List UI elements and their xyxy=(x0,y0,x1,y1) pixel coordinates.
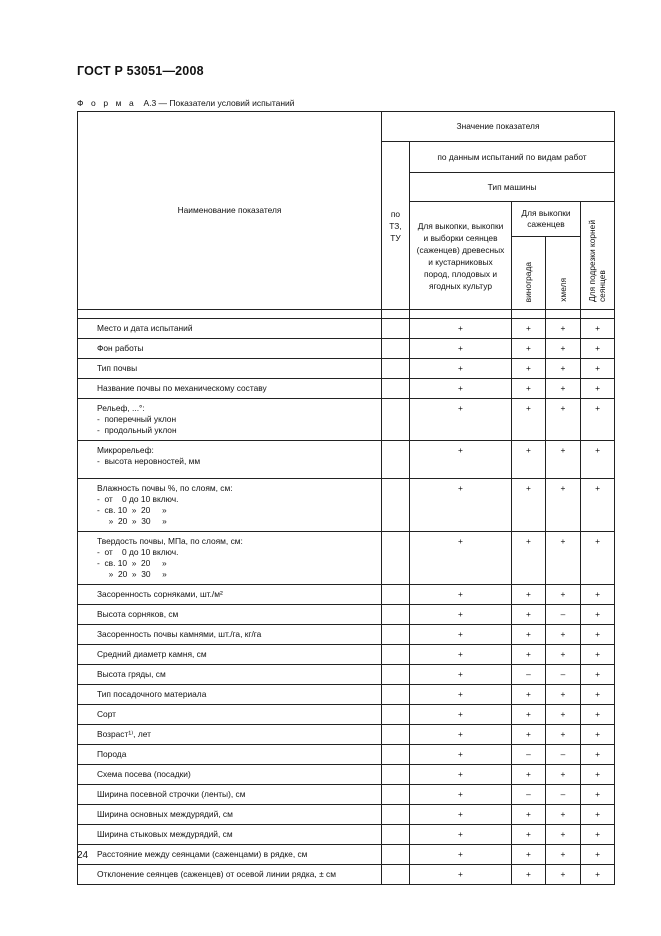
row-name-cell xyxy=(78,685,382,705)
form-label: Ф о р м а xyxy=(77,98,137,108)
row-value-cell: + xyxy=(581,319,615,339)
row-value-cell: + xyxy=(410,479,512,532)
row-value-cell: + xyxy=(546,359,581,379)
row-value-cell: + xyxy=(512,441,546,479)
row-value-cell: + xyxy=(410,625,512,645)
row-value-cell: + xyxy=(410,319,512,339)
header-machine-cell xyxy=(410,173,615,202)
row-value-cell: + xyxy=(410,865,512,885)
row-name-cell xyxy=(78,441,382,479)
row-value-cell: + xyxy=(410,725,512,745)
table-row xyxy=(78,745,615,765)
row-value-cell: + xyxy=(546,805,581,825)
row-value-cell: + xyxy=(512,705,546,725)
row-value-cell: + xyxy=(410,379,512,399)
row-value-cell: + xyxy=(581,399,615,441)
row-value-cell: + xyxy=(581,625,615,645)
row-value-cell: – xyxy=(546,785,581,805)
row-name: Микрорельеф: - высота неровностей, мм xyxy=(97,445,201,466)
row-value-cell: + xyxy=(410,785,512,805)
row-tz-cell xyxy=(382,665,410,685)
row-name: Ширина посевной строчки (ленты), см xyxy=(97,789,246,799)
row-value-cell: + xyxy=(410,745,512,765)
row-value-cell: + xyxy=(512,585,546,605)
table-row xyxy=(78,441,615,479)
row-value-cell: + xyxy=(581,441,615,479)
row-value-cell: + xyxy=(512,339,546,359)
header-name-cell xyxy=(78,112,382,310)
row-tz-cell xyxy=(382,705,410,725)
row-name-cell xyxy=(78,319,382,339)
row-name: Место и дата испытаний xyxy=(97,323,193,333)
row-value-cell: + xyxy=(546,399,581,441)
header-name: Наименование показателя xyxy=(177,205,282,215)
table-row xyxy=(78,805,615,825)
row-value-cell: + xyxy=(512,685,546,705)
row-tz-cell xyxy=(382,379,410,399)
row-name: Высота гряды, см xyxy=(97,669,166,679)
table-row xyxy=(78,399,615,441)
header-value: Значение показателя xyxy=(456,121,540,131)
table-row xyxy=(78,705,615,725)
row-tz-cell xyxy=(382,605,410,625)
row-tz-cell xyxy=(382,319,410,339)
row-name-cell xyxy=(78,745,382,765)
row-value-cell: + xyxy=(410,665,512,685)
table-row xyxy=(78,339,615,359)
row-value-cell: + xyxy=(410,359,512,379)
row-value-cell: + xyxy=(581,359,615,379)
row-value-cell: – xyxy=(546,605,581,625)
row-name: Влажность почвы %, по слоям, см: - от 0 до 10 включ. - св. 10 » 20 » » 20 » 30 » xyxy=(97,483,233,526)
table-row xyxy=(78,625,615,645)
row-tz-cell xyxy=(382,685,410,705)
row-name: Тип посадочного материала xyxy=(97,689,207,699)
header-value-cell xyxy=(382,112,615,142)
row-value-cell: – xyxy=(512,785,546,805)
row-value-cell: + xyxy=(546,532,581,585)
row-name-cell xyxy=(78,825,382,845)
row-value-cell: + xyxy=(546,725,581,745)
row-name: Расстояние между сеянцами (саженцами) в рядке, см xyxy=(97,849,308,859)
row-value-cell: + xyxy=(546,825,581,845)
row-name: Засоренность почвы камнями, шт./га, кг/га xyxy=(97,629,262,639)
row-name-cell xyxy=(78,399,382,441)
row-name-cell xyxy=(78,339,382,359)
row-value-cell: + xyxy=(581,585,615,605)
row-name-cell xyxy=(78,805,382,825)
row-value-cell: + xyxy=(512,379,546,399)
row-value-cell: + xyxy=(512,765,546,785)
row-value-cell: + xyxy=(410,765,512,785)
row-value-cell: + xyxy=(410,845,512,865)
row-value-cell: – xyxy=(512,665,546,685)
table-row xyxy=(78,685,615,705)
row-value-cell: + xyxy=(546,685,581,705)
row-value-cell: + xyxy=(581,705,615,725)
row-name-cell xyxy=(78,665,382,685)
row-value-cell: + xyxy=(410,685,512,705)
row-tz-cell xyxy=(382,785,410,805)
row-tz-cell xyxy=(382,845,410,865)
header-hops-cell xyxy=(546,237,581,310)
row-name: Рельеф, ...°: - поперечный уклон - продольный уклон xyxy=(97,403,177,435)
header-grape-cell xyxy=(512,237,546,310)
row-value-cell: – xyxy=(546,665,581,685)
row-name-cell xyxy=(78,625,382,645)
row-name-cell xyxy=(78,479,382,532)
row-value-cell: + xyxy=(581,645,615,665)
row-value-cell: – xyxy=(546,745,581,765)
row-value-cell: + xyxy=(581,379,615,399)
row-value-cell: + xyxy=(512,645,546,665)
row-name-cell xyxy=(78,725,382,745)
row-tz-cell xyxy=(382,825,410,845)
row-value-cell: + xyxy=(546,705,581,725)
row-value-cell: + xyxy=(581,805,615,825)
row-name-cell xyxy=(78,765,382,785)
table-row xyxy=(78,825,615,845)
table-row xyxy=(78,865,615,885)
row-value-cell: + xyxy=(512,479,546,532)
table-row xyxy=(78,319,615,339)
row-value-cell: + xyxy=(581,479,615,532)
row-tz-cell xyxy=(382,339,410,359)
row-name-cell xyxy=(78,865,382,885)
header-machine: Тип машины xyxy=(487,181,537,192)
row-value-cell: + xyxy=(546,645,581,665)
row-name: Ширина стыковых междурядий, см xyxy=(97,829,233,839)
row-name: Средний диаметр камня, см xyxy=(97,649,207,659)
form-caption-text: А.3 — Показатели условий испытаний xyxy=(143,98,295,108)
row-name: Твердость почвы, МПа, по слоям, см: - от 0 до 10 включ. - св. 10 » 20 » » 20 » 30 » xyxy=(97,536,243,579)
row-value-cell: + xyxy=(512,825,546,845)
header-root: Для подрезки корней сеянцев xyxy=(586,220,607,302)
row-tz-cell xyxy=(382,585,410,605)
row-tz-cell xyxy=(382,725,410,745)
header-gap-row xyxy=(78,310,615,319)
row-value-cell: + xyxy=(410,705,512,725)
table-row xyxy=(78,585,615,605)
row-tz-cell xyxy=(382,765,410,785)
row-value-cell: + xyxy=(410,645,512,665)
row-value-cell: + xyxy=(581,765,615,785)
table-row xyxy=(78,605,615,625)
row-value-cell: + xyxy=(546,339,581,359)
row-tz-cell xyxy=(382,625,410,645)
row-name: Ширина основных междурядий, см xyxy=(97,809,233,819)
row-value-cell: + xyxy=(512,532,546,585)
row-value-cell: + xyxy=(512,805,546,825)
row-value-cell: + xyxy=(512,319,546,339)
table-row xyxy=(78,665,615,685)
row-tz-cell xyxy=(382,532,410,585)
row-value-cell: + xyxy=(581,339,615,359)
row-value-cell: + xyxy=(581,532,615,585)
row-name: Высота сорняков, см xyxy=(97,609,179,619)
row-tz-cell xyxy=(382,805,410,825)
row-value-cell: + xyxy=(581,665,615,685)
row-value-cell: + xyxy=(410,605,512,625)
row-name: Фон работы xyxy=(97,343,144,353)
row-value-cell: + xyxy=(581,785,615,805)
row-tz-cell xyxy=(382,359,410,379)
row-value-cell: + xyxy=(410,585,512,605)
row-value-cell: + xyxy=(410,441,512,479)
row-value-cell: + xyxy=(546,441,581,479)
row-value-cell: + xyxy=(410,805,512,825)
row-tz-cell xyxy=(382,865,410,885)
row-value-cell: + xyxy=(581,725,615,745)
row-value-cell: + xyxy=(410,825,512,845)
row-name-cell xyxy=(78,379,382,399)
row-value-cell: + xyxy=(512,399,546,441)
conditions-table xyxy=(77,111,615,885)
row-value-cell: + xyxy=(512,359,546,379)
row-tz-cell xyxy=(382,479,410,532)
row-name: Название почвы по механическому составу xyxy=(97,383,267,393)
header-dig-cell xyxy=(410,202,512,310)
header-data-cell xyxy=(410,142,615,173)
row-value-cell: + xyxy=(512,625,546,645)
document-title: ГОСТ Р 53051—2008 xyxy=(77,64,204,78)
table-row xyxy=(78,359,615,379)
row-tz-cell xyxy=(382,441,410,479)
row-value-cell: + xyxy=(410,339,512,359)
row-name-cell xyxy=(78,705,382,725)
row-value-cell: + xyxy=(546,585,581,605)
row-name-cell xyxy=(78,585,382,605)
row-tz-cell xyxy=(382,745,410,765)
row-value-cell: + xyxy=(512,725,546,745)
header-tz-cell xyxy=(382,142,410,310)
header-dig: Для выкопки, выкопки и выборки сеянцев (саженцев) древесных и кустарниковых пород, плодовых и ягодных культур xyxy=(416,220,505,291)
row-value-cell: + xyxy=(546,765,581,785)
row-value-cell: + xyxy=(581,865,615,885)
table-row xyxy=(78,645,615,665)
row-value-cell: + xyxy=(581,845,615,865)
row-name: Сорт xyxy=(97,709,117,719)
row-name: Засоренность сорняками, шт./м² xyxy=(97,589,223,599)
row-value-cell: + xyxy=(581,685,615,705)
row-tz-cell xyxy=(382,645,410,665)
row-name: Возраст¹⁾, лет xyxy=(97,729,151,739)
table-row xyxy=(78,725,615,745)
row-name-cell xyxy=(78,532,382,585)
row-value-cell: + xyxy=(546,845,581,865)
table-row xyxy=(78,479,615,532)
row-name: Схема посева (посадки) xyxy=(97,769,191,779)
row-value-cell: + xyxy=(512,845,546,865)
row-name: Отклонение сеянцев (саженцев) от осевой линии рядка, ± см xyxy=(97,869,336,879)
row-name: Тип почвы xyxy=(97,363,138,373)
row-value-cell: + xyxy=(512,605,546,625)
header-root-cell xyxy=(581,202,615,310)
row-value-cell: + xyxy=(546,625,581,645)
header-hops: хмеля xyxy=(557,278,568,302)
row-name-cell xyxy=(78,645,382,665)
header-tz: по ТЗ, ТУ xyxy=(389,208,402,243)
row-name-cell xyxy=(78,605,382,625)
row-value-cell: + xyxy=(410,399,512,441)
row-value-cell: + xyxy=(581,825,615,845)
row-value-cell: + xyxy=(512,865,546,885)
row-value-cell: + xyxy=(410,532,512,585)
row-value-cell: + xyxy=(546,319,581,339)
row-value-cell: + xyxy=(546,379,581,399)
row-tz-cell xyxy=(382,399,410,441)
header-data: по данным испытаний по видам работ xyxy=(437,151,587,162)
header-dig2-cell xyxy=(512,202,581,237)
table-row xyxy=(78,532,615,585)
header-grape: винограда xyxy=(523,261,533,302)
row-name-cell xyxy=(78,845,382,865)
header-dig2: Для выкопки саженцев xyxy=(521,208,571,230)
form-caption xyxy=(77,98,295,108)
row-value-cell: + xyxy=(546,479,581,532)
row-name: Порода xyxy=(97,749,127,759)
page-number: 24 xyxy=(77,850,89,861)
row-name-cell xyxy=(78,359,382,379)
table-row xyxy=(78,845,615,865)
row-value-cell: + xyxy=(581,605,615,625)
row-name-cell xyxy=(78,785,382,805)
row-value-cell: – xyxy=(512,745,546,765)
table-row xyxy=(78,765,615,785)
row-value-cell: + xyxy=(581,745,615,765)
table-row xyxy=(78,379,615,399)
row-value-cell: + xyxy=(546,865,581,885)
table-row xyxy=(78,785,615,805)
